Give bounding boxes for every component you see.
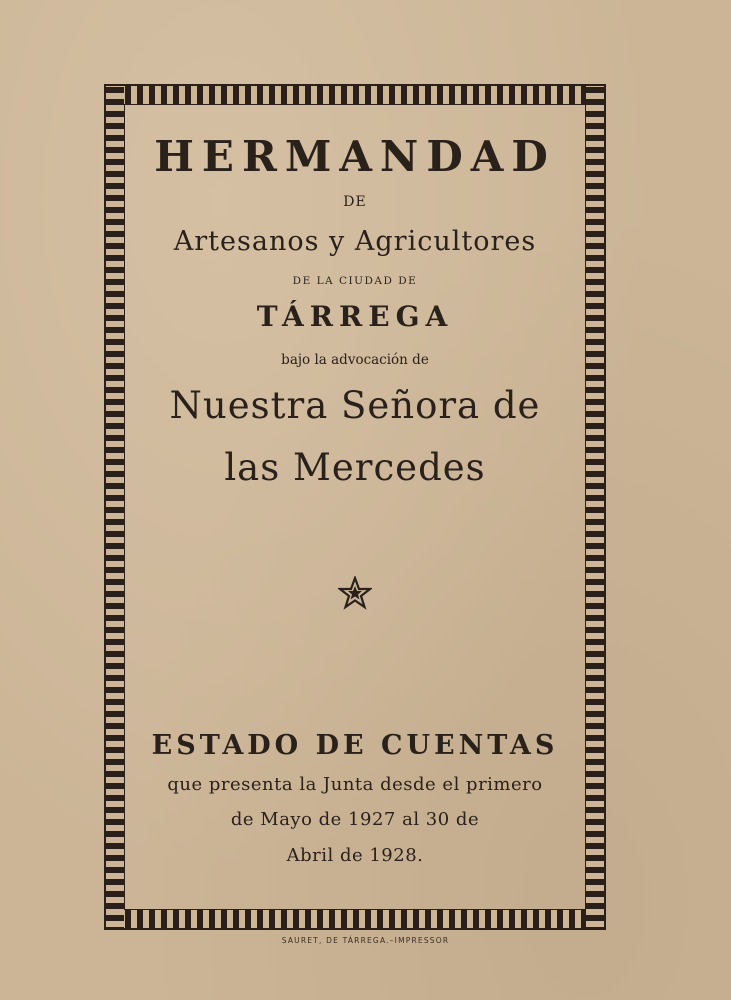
report-line-1: que presenta la Junta desde el primero <box>167 774 543 795</box>
report-title: ESTADO DE CUENTAS <box>151 730 559 761</box>
cover-content <box>124 104 586 910</box>
city-prefix: DE LA CIUDAD DE <box>292 275 418 287</box>
printer-imprint: SAURET, DE TÁRREGA.–IMPRESSOR <box>281 936 450 945</box>
star-outline-icon <box>338 576 372 610</box>
cover-subtitle: Artesanos y Agricultores <box>173 226 537 257</box>
patron-line-2: las Mercedes <box>224 446 486 489</box>
cover-de: DE <box>343 194 367 210</box>
report-line-3: Abril de 1928. <box>286 845 424 866</box>
advocation-text: bajo la advocación de <box>281 352 429 368</box>
cover-title: HERMANDAD <box>154 132 556 181</box>
report-line-2: de Mayo de 1927 al 30 de <box>230 809 480 830</box>
city-name: TÁRREGA <box>256 300 454 333</box>
patron-line-1: Nuestra Señora de <box>169 384 541 427</box>
